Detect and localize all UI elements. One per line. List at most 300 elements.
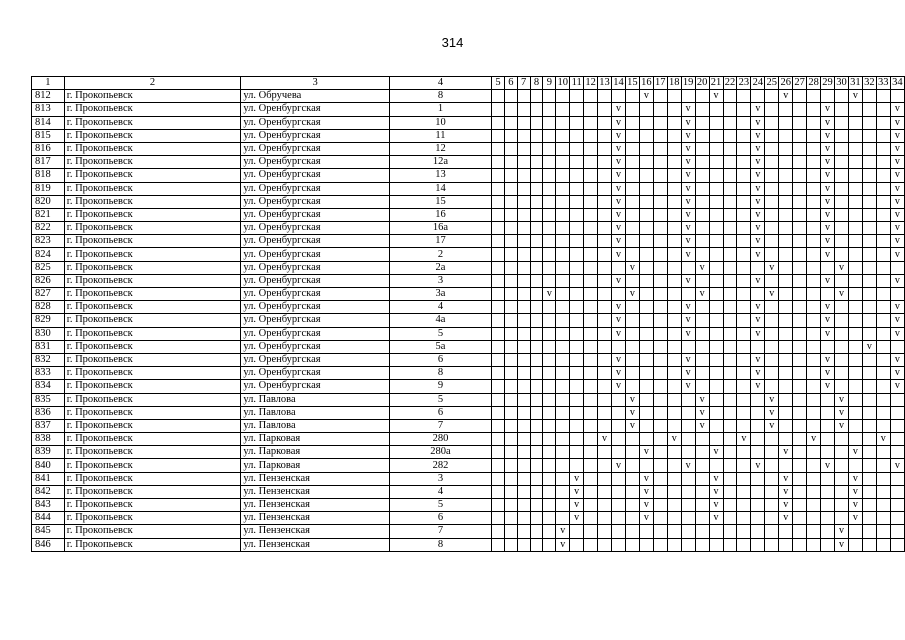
check-mark: v [835, 261, 849, 274]
header-cell-20: 20 [696, 77, 708, 89]
table-row [32, 327, 905, 340]
empty-cell [543, 353, 556, 366]
empty-cell [517, 222, 530, 235]
empty-cell [723, 169, 737, 182]
empty-cell [681, 485, 695, 498]
check-mark: v [695, 419, 709, 432]
empty-cell [530, 380, 543, 393]
check-mark: v [821, 367, 835, 380]
empty-cell [695, 499, 709, 512]
empty-cell [570, 169, 584, 182]
empty-cell [653, 406, 667, 419]
street-cell: ул. Пензенская [241, 472, 390, 485]
empty-cell [779, 406, 793, 419]
empty-cell [584, 169, 598, 182]
empty-cell [765, 525, 779, 538]
empty-cell [653, 314, 667, 327]
empty-cell [779, 116, 793, 129]
empty-cell [751, 485, 765, 498]
table-row [32, 459, 905, 472]
empty-cell [667, 538, 681, 551]
street-cell: ул. Оренбургская [241, 261, 390, 274]
check-mark: v [751, 182, 765, 195]
empty-cell [723, 367, 737, 380]
empty-cell [625, 156, 639, 169]
city-cell: г. Прокопьевск [64, 301, 241, 314]
empty-cell [492, 406, 505, 419]
empty-cell [517, 525, 530, 538]
empty-cell [695, 525, 709, 538]
empty-cell [530, 261, 543, 274]
empty-cell [543, 142, 556, 155]
empty-cell [709, 433, 723, 446]
empty-cell [765, 103, 779, 116]
empty-cell [639, 156, 653, 169]
city-cell: г. Прокопьевск [64, 156, 241, 169]
empty-cell [504, 499, 517, 512]
empty-cell [681, 340, 695, 353]
row-number: 824 [32, 248, 65, 261]
empty-cell [723, 512, 737, 525]
check-mark: v [779, 446, 793, 459]
empty-cell [543, 103, 556, 116]
empty-cell [737, 512, 751, 525]
empty-cell [517, 314, 530, 327]
empty-cell [709, 169, 723, 182]
empty-cell [530, 129, 543, 142]
check-mark: v [821, 103, 835, 116]
empty-cell [517, 512, 530, 525]
empty-cell [723, 116, 737, 129]
empty-cell [598, 512, 612, 525]
empty-cell [556, 301, 570, 314]
empty-cell [639, 129, 653, 142]
empty-cell [807, 406, 821, 419]
empty-cell [737, 103, 751, 116]
empty-cell [793, 485, 807, 498]
row-number: 842 [32, 485, 65, 498]
empty-cell [793, 103, 807, 116]
empty-cell [653, 222, 667, 235]
empty-cell [598, 208, 612, 221]
empty-cell [695, 156, 709, 169]
empty-cell [807, 222, 821, 235]
empty-cell [653, 538, 667, 551]
check-mark: v [681, 182, 695, 195]
check-mark: v [625, 393, 639, 406]
empty-cell [517, 208, 530, 221]
check-mark: v [570, 472, 584, 485]
empty-cell [530, 340, 543, 353]
empty-cell [737, 393, 751, 406]
table-row [32, 485, 905, 498]
empty-cell [492, 142, 505, 155]
empty-cell [639, 380, 653, 393]
empty-cell [667, 248, 681, 261]
empty-cell [862, 116, 876, 129]
header-cell-25: 25 [766, 77, 778, 89]
empty-cell [543, 340, 556, 353]
check-mark: v [612, 116, 626, 129]
empty-cell [779, 419, 793, 432]
check-mark: v [612, 314, 626, 327]
empty-cell [751, 90, 765, 103]
empty-cell [821, 538, 835, 551]
empty-cell [807, 274, 821, 287]
empty-cell [807, 353, 821, 366]
empty-cell [584, 406, 598, 419]
empty-cell [807, 182, 821, 195]
check-mark: v [709, 512, 723, 525]
check-mark: v [612, 235, 626, 248]
check-mark: v [709, 499, 723, 512]
check-mark: v [612, 208, 626, 221]
empty-cell [653, 301, 667, 314]
empty-cell [793, 222, 807, 235]
header-cell-18: 18 [668, 77, 680, 89]
house-cell: 4а [389, 314, 491, 327]
empty-cell [876, 367, 890, 380]
empty-cell [517, 90, 530, 103]
empty-cell [779, 208, 793, 221]
empty-cell [504, 314, 517, 327]
empty-cell [723, 248, 737, 261]
empty-cell [876, 538, 890, 551]
empty-cell [625, 499, 639, 512]
check-mark: v [709, 90, 723, 103]
empty-cell [556, 169, 570, 182]
empty-cell [779, 327, 793, 340]
empty-cell [765, 129, 779, 142]
empty-cell [807, 301, 821, 314]
empty-cell [625, 222, 639, 235]
empty-cell [517, 459, 530, 472]
check-mark: v [890, 208, 904, 221]
empty-cell [530, 353, 543, 366]
check-mark: v [681, 353, 695, 366]
empty-cell [584, 261, 598, 274]
check-mark: v [639, 512, 653, 525]
empty-cell [530, 446, 543, 459]
street-cell: ул. Оренбургская [241, 274, 390, 287]
empty-cell [695, 538, 709, 551]
empty-cell [492, 433, 505, 446]
empty-cell [751, 472, 765, 485]
empty-cell [765, 472, 779, 485]
empty-cell [779, 459, 793, 472]
empty-cell [848, 538, 862, 551]
house-cell: 282 [389, 459, 491, 472]
empty-cell [848, 103, 862, 116]
empty-cell [723, 419, 737, 432]
empty-cell [779, 274, 793, 287]
empty-cell [709, 116, 723, 129]
empty-cell [530, 512, 543, 525]
empty-cell [598, 182, 612, 195]
check-mark: v [681, 116, 695, 129]
header-cell-10: 10 [557, 77, 568, 89]
empty-cell [556, 499, 570, 512]
check-mark: v [570, 485, 584, 498]
empty-cell [543, 459, 556, 472]
empty-cell [556, 129, 570, 142]
empty-cell [695, 301, 709, 314]
empty-cell [862, 446, 876, 459]
city-cell: г. Прокопьевск [64, 208, 241, 221]
empty-cell [667, 129, 681, 142]
empty-cell [835, 169, 849, 182]
empty-cell [793, 156, 807, 169]
empty-cell [504, 103, 517, 116]
empty-cell [625, 301, 639, 314]
empty-cell [681, 446, 695, 459]
empty-cell [653, 129, 667, 142]
empty-cell [517, 367, 530, 380]
empty-cell [793, 327, 807, 340]
row-number: 821 [32, 208, 65, 221]
empty-cell [639, 274, 653, 287]
empty-cell [625, 90, 639, 103]
city-cell: г. Прокопьевск [64, 90, 241, 103]
empty-cell [737, 314, 751, 327]
table-row [32, 90, 905, 103]
empty-cell [625, 169, 639, 182]
row-number: 829 [32, 314, 65, 327]
empty-cell [765, 433, 779, 446]
check-mark: v [821, 301, 835, 314]
table-row [32, 367, 905, 380]
empty-cell [598, 222, 612, 235]
empty-cell [543, 301, 556, 314]
house-cell: 4 [389, 485, 491, 498]
empty-cell [504, 142, 517, 155]
check-mark: v [556, 538, 570, 551]
empty-cell [530, 367, 543, 380]
empty-cell [835, 353, 849, 366]
empty-cell [556, 367, 570, 380]
empty-cell [890, 446, 904, 459]
empty-cell [807, 419, 821, 432]
empty-cell [876, 208, 890, 221]
empty-cell [876, 248, 890, 261]
empty-cell [890, 525, 904, 538]
empty-cell [751, 261, 765, 274]
empty-cell [862, 169, 876, 182]
empty-cell [876, 274, 890, 287]
empty-cell [848, 340, 862, 353]
empty-cell [598, 116, 612, 129]
empty-cell [584, 446, 598, 459]
empty-cell [556, 472, 570, 485]
street-cell: ул. Оренбургская [241, 353, 390, 366]
empty-cell [862, 406, 876, 419]
empty-cell [584, 393, 598, 406]
check-mark: v [835, 406, 849, 419]
empty-cell [862, 314, 876, 327]
empty-cell [876, 142, 890, 155]
empty-cell [779, 142, 793, 155]
check-mark: v [821, 327, 835, 340]
check-mark: v [556, 525, 570, 538]
empty-cell [793, 433, 807, 446]
empty-cell [737, 248, 751, 261]
city-cell: г. Прокопьевск [64, 274, 241, 287]
empty-cell [530, 538, 543, 551]
check-mark: v [751, 116, 765, 129]
house-cell: 5а [389, 340, 491, 353]
empty-cell [556, 485, 570, 498]
empty-cell [862, 182, 876, 195]
street-cell: ул. Парковая [241, 433, 390, 446]
empty-cell [876, 103, 890, 116]
empty-cell [639, 142, 653, 155]
empty-cell [584, 235, 598, 248]
house-cell: 5 [389, 499, 491, 512]
empty-cell [556, 380, 570, 393]
street-cell: ул. Оренбургская [241, 301, 390, 314]
empty-cell [653, 182, 667, 195]
empty-cell [737, 261, 751, 274]
empty-cell [793, 90, 807, 103]
header-cell-17: 17 [655, 77, 666, 89]
empty-cell [570, 367, 584, 380]
empty-cell [570, 248, 584, 261]
table-row [32, 353, 905, 366]
empty-cell [835, 142, 849, 155]
street-cell: ул. Оренбургская [241, 248, 390, 261]
city-cell: г. Прокопьевск [64, 340, 241, 353]
row-number: 833 [32, 367, 65, 380]
empty-cell [779, 433, 793, 446]
house-cell: 280а [389, 446, 491, 459]
empty-cell [848, 222, 862, 235]
empty-cell [751, 499, 765, 512]
empty-cell [667, 195, 681, 208]
empty-cell [504, 353, 517, 366]
row-number: 812 [32, 90, 65, 103]
empty-cell [793, 208, 807, 221]
empty-cell [765, 459, 779, 472]
empty-cell [492, 129, 505, 142]
table-row [32, 208, 905, 221]
empty-cell [667, 367, 681, 380]
empty-cell [598, 301, 612, 314]
empty-cell [625, 353, 639, 366]
check-mark: v [681, 129, 695, 142]
empty-cell [793, 367, 807, 380]
check-mark: v [612, 222, 626, 235]
empty-cell [835, 103, 849, 116]
check-mark: v [765, 406, 779, 419]
empty-cell [625, 512, 639, 525]
empty-cell [639, 433, 653, 446]
empty-cell [723, 327, 737, 340]
empty-cell [584, 156, 598, 169]
empty-cell [530, 419, 543, 432]
empty-cell [492, 525, 505, 538]
empty-cell [793, 314, 807, 327]
empty-cell [807, 393, 821, 406]
empty-cell [807, 195, 821, 208]
empty-cell [876, 327, 890, 340]
empty-cell [584, 314, 598, 327]
empty-cell [667, 393, 681, 406]
empty-cell [779, 195, 793, 208]
row-number: 815 [32, 129, 65, 142]
empty-cell [504, 261, 517, 274]
empty-cell [876, 129, 890, 142]
empty-cell [821, 288, 835, 301]
table-row [32, 433, 905, 446]
empty-cell [517, 433, 530, 446]
empty-cell [639, 340, 653, 353]
check-mark: v [639, 499, 653, 512]
empty-cell [612, 485, 626, 498]
empty-cell [709, 525, 723, 538]
empty-cell [821, 499, 835, 512]
table-row [32, 195, 905, 208]
check-mark: v [821, 314, 835, 327]
empty-cell [709, 274, 723, 287]
empty-cell [681, 525, 695, 538]
empty-cell [492, 367, 505, 380]
empty-cell [530, 182, 543, 195]
house-cell: 8 [389, 90, 491, 103]
empty-cell [890, 393, 904, 406]
empty-cell [737, 367, 751, 380]
empty-cell [543, 499, 556, 512]
empty-cell [504, 393, 517, 406]
empty-cell [751, 393, 765, 406]
empty-cell [625, 472, 639, 485]
empty-cell [584, 182, 598, 195]
city-cell: г. Прокопьевск [64, 103, 241, 116]
table-row [32, 380, 905, 393]
empty-cell [598, 380, 612, 393]
empty-cell [737, 459, 751, 472]
empty-cell [765, 274, 779, 287]
check-mark: v [695, 393, 709, 406]
empty-cell [584, 142, 598, 155]
empty-cell [492, 314, 505, 327]
empty-cell [876, 499, 890, 512]
header-cell-33: 33 [878, 77, 889, 89]
empty-cell [862, 235, 876, 248]
header-cell-16: 16 [641, 77, 652, 89]
empty-cell [612, 433, 626, 446]
house-cell: 8 [389, 538, 491, 551]
check-mark: v [751, 314, 765, 327]
empty-cell [835, 301, 849, 314]
check-mark: v [681, 301, 695, 314]
street-cell: ул. Оренбургская [241, 142, 390, 155]
header-cell-11: 11 [571, 77, 582, 89]
empty-cell [765, 208, 779, 221]
empty-cell [517, 538, 530, 551]
house-cell: 6 [389, 406, 491, 419]
empty-cell [653, 393, 667, 406]
empty-cell [793, 261, 807, 274]
empty-cell [765, 222, 779, 235]
empty-cell [625, 142, 639, 155]
empty-cell [723, 538, 737, 551]
empty-cell [779, 538, 793, 551]
empty-cell [765, 327, 779, 340]
check-mark: v [681, 142, 695, 155]
empty-cell [793, 195, 807, 208]
empty-cell [612, 406, 626, 419]
empty-cell [556, 419, 570, 432]
